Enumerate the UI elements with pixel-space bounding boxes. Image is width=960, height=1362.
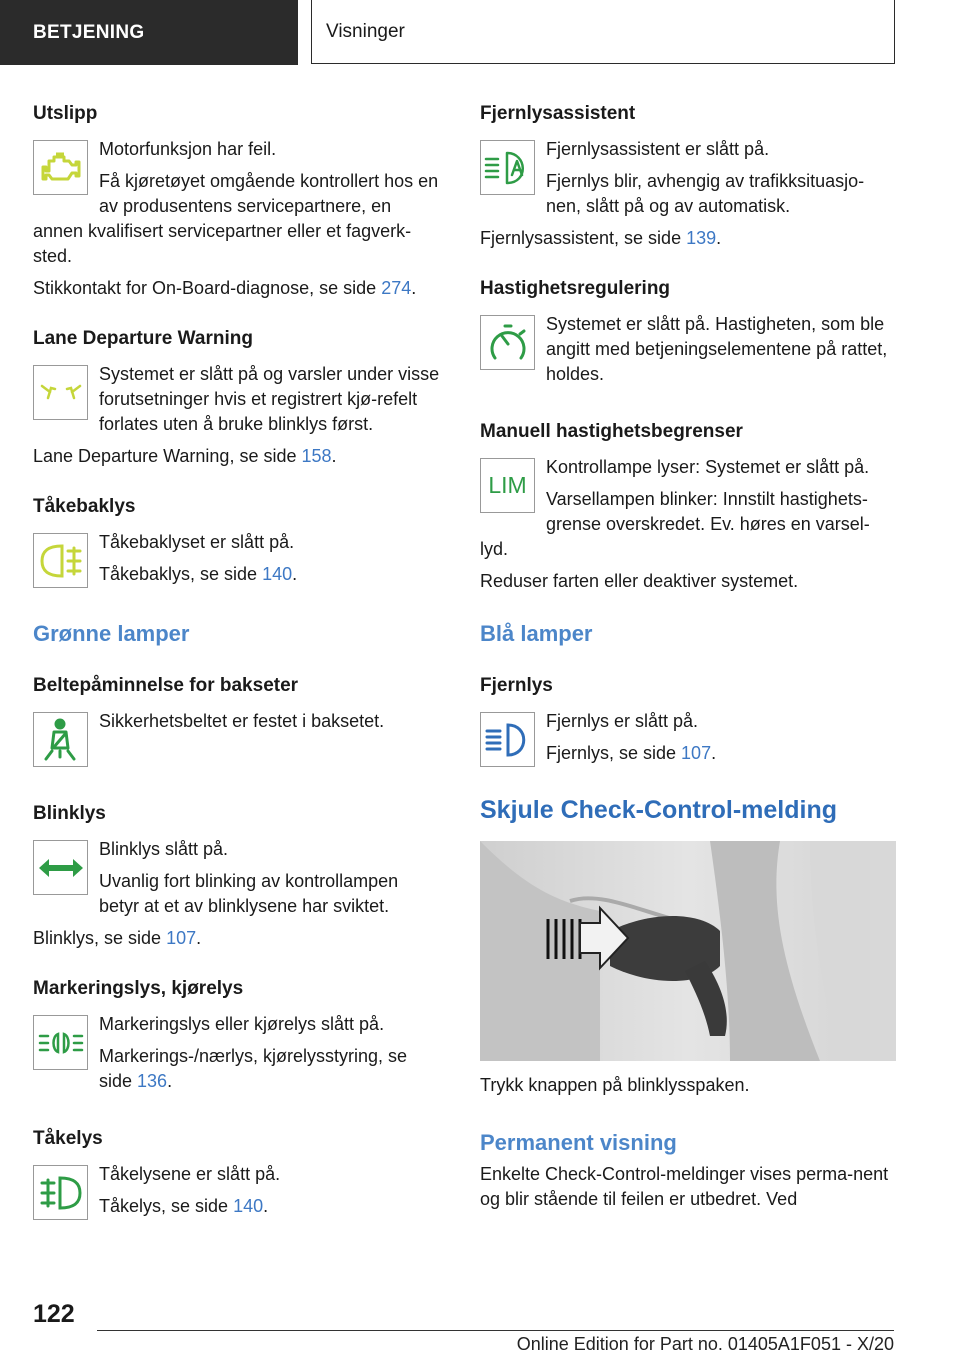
page-link[interactable]: 107 [681,743,712,763]
punct: . [292,564,298,584]
entry-utslipp [33,103,443,301]
text: Fjernlys er slått på. [546,711,699,731]
edition-text: Online Edition for Part no. 01405A1F051 - X/20 [516,1334,894,1354]
page-header [0,0,960,65]
text: Enkelte Check-Control-meldinger vises perma-nent og blir stående til feilen er utbedret. Ved [480,1164,889,1209]
left-column [33,103,443,1253]
entry-title: Fjernlysassistent [480,103,636,124]
entry-title: Tåkelys [33,1128,103,1149]
entry-rear-fog [33,496,443,594]
page-link[interactable]: 140 [262,564,293,584]
parking-light-icon [33,1015,88,1070]
entry-front-fog [33,1128,443,1226]
section-heading-blue-lamps: Blå lamper [480,621,593,646]
text: Fjernlys blir, avhengig av trafikksituasjo-nen, slått på og av automatisk. [546,171,865,216]
turn-signal-icon [33,840,88,895]
text: Blinklys, se side [33,928,167,948]
entry-title: Hastighetsregulering [480,278,671,299]
entry-title: Blinklys [33,803,106,824]
text: Stikkontakt for On-Board-diagnose, se side [33,278,382,298]
punct: . [411,278,417,298]
rear-fog-light-icon [33,533,88,588]
text: Trykk knappen på blinklysspaken. [480,1075,750,1095]
text: Tåkelysene er slått på. [99,1164,281,1184]
seatbelt-icon [33,712,88,767]
chapter-tab: Visninger [311,0,895,64]
text: Markeringslys eller kjørelys slått på. [99,1014,385,1034]
entry-speed-limiter [480,421,896,594]
text: Systemet er slått på. Hastigheten, som ble angitt med betjeningselementene på rattet, holdes. [546,314,888,384]
speed-limiter-icon [480,458,535,513]
section-heading-green-lamps: Grønne lamper [33,621,190,646]
punct: . [167,1071,173,1091]
entry-title: Beltepåminnelse for bakseter [33,675,299,696]
entry-seatbelt [33,675,443,769]
entry-parking-light [33,978,443,1101]
page-link[interactable]: 158 [301,446,332,466]
text: Tåkelys, se side [99,1196,234,1216]
page-link[interactable]: 274 [381,278,412,298]
text: Tåkebaklys, se side [99,564,263,584]
page-link[interactable]: 136 [137,1071,168,1091]
text: Blinklys slått på. [99,839,229,859]
high-beam-icon [480,712,535,767]
turn-signal-stalk-photo [480,841,896,1061]
text: Få kjøretøyet omgående kontrollert hos en av produsentens servicepartnere, en annen kvalifisert servicepartner eller et fagverk-sted. [33,171,439,266]
punct: . [716,228,722,248]
entry-title: Utslipp [33,103,98,124]
entry-cruise-control [480,278,896,394]
high-beam-assistant-icon [480,140,535,195]
text: Fjernlysassistent, se side [480,228,687,248]
entry-high-beam [480,675,896,773]
text: Tåkebaklyset er slått på. [99,532,295,552]
page-link[interactable]: 140 [233,1196,264,1216]
section-heading-hide-message: Skjule Check-Control-melding [480,796,837,824]
punct: . [331,446,337,466]
punct: . [263,1196,269,1216]
text: Lane Departure Warning, se side [33,446,302,466]
entry-high-beam-assistant [480,103,896,251]
lane-departure-icon [33,365,88,420]
entry-lane-departure [33,328,443,469]
entry-title: Manuell hastighetsbegrenser [480,421,743,442]
punct: . [196,928,202,948]
text: Fjernlys, se side [546,743,682,763]
entry-title: Fjernlys [480,675,553,696]
text: Sikkerhetsbeltet er festet i baksetet. [99,711,385,731]
text: Reduser farten eller deaktiver systemet. [480,571,799,591]
page-link[interactable]: 107 [166,928,197,948]
page-link[interactable]: 139 [686,228,717,248]
cruise-control-icon [480,315,535,370]
engine-icon [33,140,88,195]
entry-title: Markeringslys, kjørelys [33,978,244,999]
entry-turn-signal [33,803,443,951]
section-heading-permanent: Permanent visning [480,1130,677,1155]
entry-title: Tåkebaklys [33,496,136,517]
text: Varsellampen blinker: Innstilt hastighets-grense overskredet. Ev. høres en varsel-lyd. [480,489,870,559]
page-number: 122 [33,1300,75,1328]
text: Fjernlysassistent er slått på. [546,139,770,159]
text: Markerings-/nærlys, kjørelysstyring, se side [99,1046,408,1091]
limiter-icon-text: LIM [488,472,527,498]
section-title: BETJENING [0,0,298,65]
front-fog-light-icon [33,1165,88,1220]
text: Systemet er slått på og varsler under visse forutsetninger hvis et registrert kjø-refelt forlates uten å bruke blinklys først. [99,364,440,434]
text: Uvanlig fort blinking av kontrollampen betyr at et av blinklysene har sviktet. [99,871,399,916]
entry-title: Lane Departure Warning [33,328,253,349]
footer-divider [97,1330,894,1331]
right-column [480,103,896,1219]
text: Motorfunksjon har feil. [99,139,277,159]
punct: . [711,743,717,763]
text: Kontrollampe lyser: Systemet er slått på. [546,457,870,477]
